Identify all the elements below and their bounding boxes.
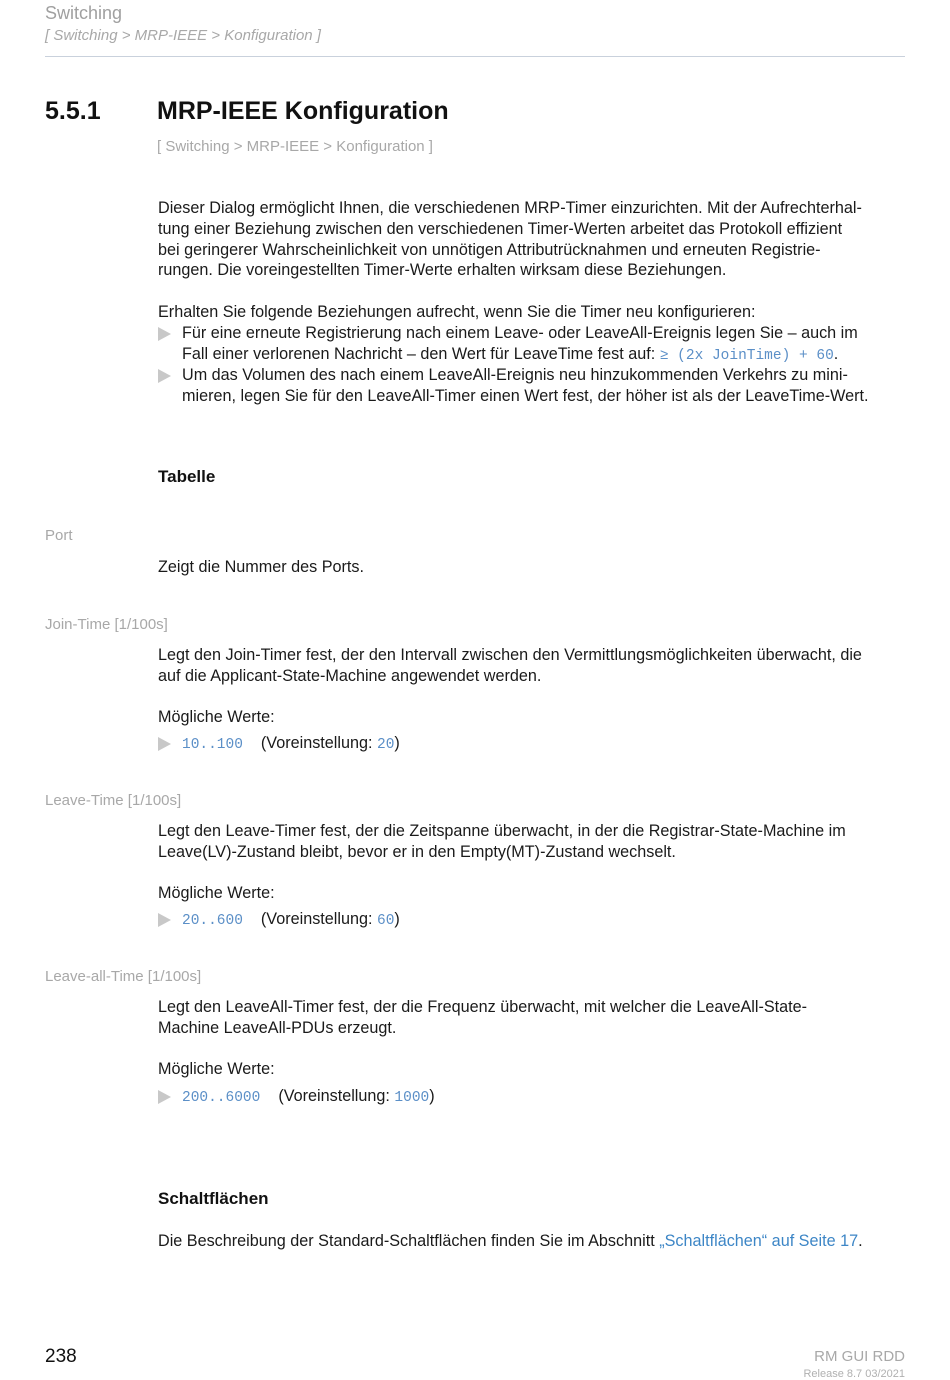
rule-text: mieren, legen Sie für den LeaveAll-Timer einen Wert fest, der höher ist als der LeaveTime-Wert.	[182, 386, 869, 405]
running-header-title: Switching	[45, 3, 123, 23]
value-range: 20..600	[182, 913, 243, 929]
rule-text: Um das Volumen des nach einem LeaveAll-Ereignis neu hinzukommenden Verkehrs zu mini-	[182, 366, 848, 384]
rule-text: Fall einer verlorenen Nachricht – den Wert für LeaveTime fest auf:	[182, 344, 660, 363]
value-range: 200..6000	[182, 1090, 261, 1106]
description-line: Legt den Leave-Timer fest, der die Zeitspanne überwacht, in der die Registrar-State-Machine im	[158, 822, 846, 840]
default-prefix: (Voreinstellung:	[260, 910, 378, 928]
cross-reference-link[interactable]: „Schaltflächen“ auf Seite 17	[659, 1232, 859, 1250]
bullet-triangle-icon	[158, 327, 171, 341]
default-suffix: )	[394, 910, 400, 928]
bullet-triangle-icon	[158, 369, 171, 383]
intro-paragraph	[158, 198, 908, 281]
rules-lead: Erhalten Sie folgende Beziehungen aufrecht, wenn Sie die Timer neu konfigurieren:	[158, 303, 756, 321]
table-heading: Tabelle	[158, 467, 216, 486]
buttons-heading: Schaltflächen	[158, 1189, 269, 1208]
param-description	[158, 997, 908, 1039]
description-line: Leave(LV)-Zustand bleibt, bevor er in den Empty(MT)-Zustand wechselt.	[158, 842, 676, 861]
buttons-paragraph	[158, 1231, 908, 1252]
default-value: 1000	[394, 1090, 430, 1106]
param-label-port: Port	[45, 527, 73, 544]
rule-item	[158, 365, 908, 407]
param-label-join-time: Join-Time [1/100s]	[45, 616, 168, 633]
document-id: RM GUI RDD	[814, 1348, 905, 1365]
value-range-item	[158, 909, 908, 932]
intro-line: bei geringerer Wahrscheinlichkeit von unnötigen Attributrücknahmen und erneuten Registrie-	[158, 240, 821, 259]
buttons-text: Die Beschreibung der Standard-Schaltflächen finden Sie im Abschnitt	[158, 1232, 660, 1250]
param-description: Zeigt die Nummer des Ports.	[158, 558, 365, 576]
possible-values-label: Mögliche Werte:	[158, 708, 275, 726]
rule-formula: ≥ (2x JoinTime) + 60	[659, 347, 834, 364]
value-range-item	[158, 733, 908, 756]
param-description	[158, 645, 908, 687]
section-number: 5.5.1	[45, 97, 101, 125]
default-value: 20	[377, 737, 395, 753]
release-info: Release 8.7 03/2021	[803, 1368, 905, 1380]
description-line: auf die Applicant-State-Machine angewendet werden.	[158, 666, 542, 685]
default-suffix: )	[429, 1087, 435, 1105]
bullet-triangle-icon	[158, 913, 171, 927]
param-label-leave-all-time: Leave-all-Time [1/100s]	[45, 968, 202, 985]
default-suffix: )	[394, 734, 400, 752]
intro-line: tung einer Beziehung zwischen den verschiedenen Timer-Werten arbeitet das Protokoll effizient	[158, 219, 843, 238]
description-line: Legt den LeaveAll-Timer fest, der die Frequenz überwacht, mit welcher die LeaveAll-State-	[158, 998, 808, 1016]
default-prefix: (Voreinstellung:	[278, 1087, 395, 1105]
buttons-text-end: .	[858, 1232, 863, 1250]
param-description	[158, 821, 908, 863]
default-value: 60	[377, 913, 395, 929]
section-title: MRP-IEEE Konfiguration	[157, 97, 449, 125]
bullet-triangle-icon	[158, 737, 171, 751]
intro-line: Dieser Dialog ermöglicht Ihnen, die verschiedenen MRP-Timer einzurichten. Mit der Aufrechterhal-	[158, 199, 862, 217]
rule-item	[158, 323, 908, 367]
page-number: 238	[45, 1346, 77, 1367]
description-line: Machine LeaveAll-PDUs erzeugt.	[158, 1018, 397, 1037]
rule-text: .	[833, 344, 839, 363]
running-header-breadcrumb: [ Switching > MRP-IEEE > Konfiguration ]	[45, 27, 321, 44]
bullet-triangle-icon	[158, 1090, 171, 1104]
intro-line: rungen. Die voreingestellten Timer-Werte erhalten wirksam diese Beziehungen.	[158, 261, 727, 280]
section-breadcrumb: [ Switching > MRP-IEEE > Konfiguration ]	[157, 138, 433, 155]
default-prefix: (Voreinstellung:	[260, 734, 378, 752]
rule-text: Für eine erneute Registrierung nach einem Leave- oder LeaveAll-Ereignis legen Sie – auch im	[182, 324, 858, 342]
value-range-item	[158, 1086, 908, 1109]
value-range: 10..100	[182, 737, 243, 753]
possible-values-label: Mögliche Werte:	[158, 1060, 275, 1078]
possible-values-label: Mögliche Werte:	[158, 884, 275, 902]
param-label-leave-time: Leave-Time [1/100s]	[45, 792, 182, 809]
description-line: Legt den Join-Timer fest, der den Intervall zwischen den Vermittlungsmöglichkeiten überwacht, die	[158, 646, 862, 664]
header-divider	[45, 56, 905, 57]
